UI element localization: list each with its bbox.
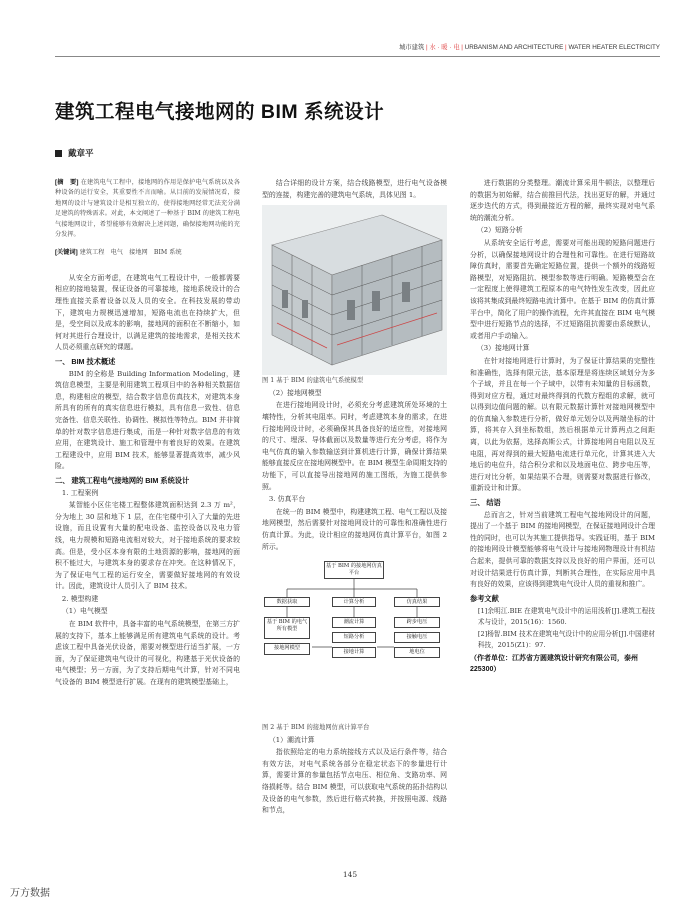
subheading-simulation-platform: 3. 仿真平台 xyxy=(268,495,306,504)
step-voltage-box: 跨步电压 xyxy=(394,617,440,628)
grounding-calc-paragraph: 在针对接地网进行计算时，为了保证计算结果的完整性和准确性，选择有限元法，基本原理是将连续区域划分为多个子域，并且在每一个子域中，以带有未知量的目标函数，得到对应方程，通过对最终得到的代数方程组的求解，就可以得到边值问题的解。以有限元数据计算针对接地网模型中的仿真输入参数进行分析，做好单元划分以及两端坐标的计算，将其存入到坐标数组，然后根据单元计算两点之间距离，以此为依据，选择高斯公式，计算接地网自电阻以及互电阻，再对得到的最大短路电流进行单元化，计算其进入大地后的电位升，结合积分求和以及地面电位、跨步电压等，进行对比分析，如果结果不合理，则需要对数据进行修改，重新设计和计算。 xyxy=(470,356,655,493)
calc-analysis-box: 计算分析 xyxy=(332,597,376,607)
header-part1: 城市建筑 xyxy=(399,44,425,51)
page-number: 145 xyxy=(342,870,358,879)
author-name: 戴章平 xyxy=(68,148,94,158)
abstract xyxy=(55,178,240,240)
simulation-platform-paragraph: 在统一的 BIM 模型中，构建建筑工程、电气工程以及接地网模型，然后需要针对接地网设计的可靠性和准确性进行仿真计算。为此，设计相应的接地网仿真计算平台，如图 2 所示。 xyxy=(262,507,447,551)
figure-1-building-model xyxy=(262,205,447,375)
section-heading-1: 一、 BIM 技术概述 xyxy=(55,357,116,366)
subheading-electric-model: （1）电气模型 xyxy=(61,607,108,616)
keywords-text: 建筑工程 电气 接地网 BIM 系统 xyxy=(77,249,182,257)
author-affiliation: （作者单位：江苏省方圆建筑设计研究有限公司，泰州 225300） xyxy=(470,655,638,674)
bullet-square-icon xyxy=(55,150,62,157)
ground-potential-box: 地电位 xyxy=(394,647,440,658)
section-heading-2: 二、 建筑工程电气接地网的 BIM 系统设计 xyxy=(55,475,190,485)
data-acquisition-box: 数据获取 xyxy=(264,597,310,607)
column-1 xyxy=(55,178,240,690)
short-circuit-box: 短路分析 xyxy=(332,632,376,643)
flow-calc-box: 潮流计算 xyxy=(332,617,376,628)
column-3 xyxy=(470,178,655,675)
keywords xyxy=(55,248,240,258)
reference-2: [2]杨智.BIM 技术在建筑电气设计中的应用分析[J].中国建材科技，2015(Z1)：97. xyxy=(477,630,655,650)
article-title: 建筑工程电气接地网的 BIM 系统设计 xyxy=(55,101,385,123)
grounding-model-paragraph: 在进行接地网设计时，必须充分考虑建筑所处环境的土壤特性，分析其电阻率。同时，考虑建筑本身的需求，在进行接地网设计时，必须确保其具备良好的适应性，对接地网的尺寸、埋深、导体截面以及数量等进行充分考虑，将作为电气仿真的输入参数输送到计算机进行计算，确保计算结果能够直接反应在接地网模型中。在 BIM 模型生命周期支持的功能下，可以直接导出接地网的施工图纸，为施工提供参照。 xyxy=(262,401,447,491)
keywords-label: [关键词] xyxy=(55,249,78,257)
subheading-grounding-model: （2）接地网模型 xyxy=(268,388,322,397)
figure-2-caption: 图 2 基于 BIM 的接地网仿真计算平台 xyxy=(262,724,370,732)
header-sep3: | xyxy=(563,44,569,51)
section-heading-3: 三、 结语 xyxy=(470,498,501,508)
intro-paragraph: 从安全方面考虑，在建筑电气工程设计中，一般都需要相应的接地装置，保证设备的可靠接地，接地系统设计的合理性直接关系着设备以及人员的安全。在科技发展的带动下，建筑电力规模迅速增加，短路电流也在持续扩大，但是，受空间以及成本的影响，接地网的面积在不断缩小，如何对其进行合理设计，以满足建筑的接地需求，是相关技术人员必须重点研究的课题。 xyxy=(55,273,240,352)
header-part2: 水 · 暖 · 电 xyxy=(429,44,460,51)
electric-model-paragraph: 在 BIM 软件中，具备丰富的电气系统模型，在第三方扩展的支持下，基本上能够满足所有建筑电气系统的设计。考虑该工程中具备光伏设备，需要对模型进行适当扩展，一方面，为了保证建筑电气设计的可视化，构建基于光伏设备的电气模型；另一方面，为了支持后期电气计算，针对不同电气设备的 BIM 模型进行扩展。在现有的建筑模型基础上， xyxy=(55,620,240,687)
subheading-flow-calc: （1）潮流计算 xyxy=(268,735,315,744)
header-divider xyxy=(55,56,660,57)
grounding-model-box: 接地网模型 xyxy=(264,643,310,655)
abstract-text: 在建筑电气工程中，接地网的作用是保护电气系统以及各种设备的运行安全，其重要性不言而喻。从目前的发展情况看，接地网的设计与建筑设计是相互独立的，使得接地网经常无法充分满足建筑的特殊需求。对此，本文阐述了一种基于 BIM 的建筑工程电气接地网设计，希望能够有效解决上述问题，确保接地网功能的充分发挥。 xyxy=(55,179,240,239)
figure-1-caption: 图 1 基于 BIM 的建筑电气系统模型 xyxy=(262,377,364,385)
header-sep1: | xyxy=(424,44,430,51)
abstract-label: [摘 要] xyxy=(55,179,79,186)
subheading-model: 2. 模型构建 xyxy=(61,594,99,603)
sim-result-box: 仿真结果 xyxy=(394,597,440,607)
grounding-calc-box: 接地计算 xyxy=(332,647,376,658)
header-sep2: | xyxy=(459,44,465,51)
conclusion-paragraph: 总而言之，针对当前建筑工程电气接地网设计的问题，提出了一个基于 BIM 的接地网模型，在保证接地网设计合理性的同时，也可以为其施工提供指导。实践证明，基于 BIM 的接地网设计模型能够将电气设计与接地网物理设计有机结合起来，提供可靠的数据支持以及良好的用户界面，还可以对设计结果进行仿真计算，判断其合理性，在实际应用中具有良好的效果，应该得到建筑电气设计人员的重视和推广。 xyxy=(470,510,655,589)
model-continuation: 结合详细的设计方案，结合线路模型，进行电气设备模型的连接，构建完善的建筑电气系统，具体见图 1。 xyxy=(262,179,447,199)
reference-1: [1]余明江.BIE 在建筑电气设计中的运用浅析[J].建筑工程技术与设计，2015(16)：1560. xyxy=(477,607,655,627)
flow-calc-continuation: 进行数据的分类整理。潮流计算采用牛顿法，以整理后的数据为初始解，结合前推回代法，找出更好的解，并通过逐步迭代的方式，得到最接近方程的解，最终实现对电气系统的潮流分析。 xyxy=(470,179,655,222)
subheading-case: 1. 工程案例 xyxy=(61,488,99,497)
bim-paragraph: BIM 的全称是 Building Information Modeling，建筑信息模型，主要是利用建筑工程项目中的各种相关数据信息，构建相应的模型，结合数字信息仿真技术，对建筑本身所具有的所有的真实信息进行模拟，具有信息一致性、信息完备性、信息关联性、协调性、模拟性等特点。BIM 并非简单的针对数字信息进行集成，而是一种针对数字信息的有效应用，在建筑设计、施工和管理中有着良好的效果。在建筑工程建设中，应用 BIM 技术，能够显著提高效率，减少风险。 xyxy=(55,369,240,471)
flow-calc-paragraph: 指依照给定的电力系统接线方式以及运行条件等，结合有效方法，对电气系统各部分在稳定状态下的参量进行计算，需要计算的参量包括节点电压、相位角、支路功率、网络损耗等。结合 BIM 模型，可以获取电气系统的拓扑结构以及设备的电气参数，然后进行格式转换，并按照电源、线路和节点， xyxy=(262,748,447,815)
subheading-short-circuit: （2）短路分析 xyxy=(476,226,523,235)
figure-2-platform-diagram xyxy=(262,557,447,722)
subheading-grounding-calc: （3）接地网计算 xyxy=(476,344,530,353)
journal-header xyxy=(350,42,660,51)
building-model-illustration xyxy=(262,205,447,375)
references-title: 参考文献 xyxy=(470,593,499,603)
short-circuit-paragraph: 从系统安全运行考虑，需要对可能出现的短路问题进行分析，以确保接地网设计的合理性和可靠性。在进行短路故障仿真时，需要首先确定短路位置，提供一个额外的线路短路模型，对短路阻抗、模型参数等进行明确。短路模型会在一定程度上使得建筑工程原本的电气特性发生改变，因此应该将其集成到最终短路电流计算中。在基于 BIM 的仿真计算平台中，简化了用户的操作流程，允许其直接在 BIM 电气模型中进行短路节点的选择，不过短路阻抗需要由系统默认，或者用户手动输入。 xyxy=(470,238,655,340)
database-watermark: 万方数据 xyxy=(10,888,50,899)
header-part4: WATER HEATER ELECTRICITY xyxy=(568,44,660,51)
electric-model-box: 基于 BIM 的电气所有模型 xyxy=(264,617,310,639)
header-part3: URBANISM AND ARCHITECTURE xyxy=(464,44,564,51)
column-2 xyxy=(262,178,447,818)
touch-voltage-box: 接触电压 xyxy=(394,632,440,643)
case-paragraph: 某智能小区住宅楼工程整体建筑面积达到 2.3 万 m²，分为地上 30 层和地下 1 层，在住宅楼中引入了大量的先进设施，而且设置有大量的配电设备、监控设备以及电力管线，电力规模和短路电流相对较大，对于接地系统的要求较高。但是，受小区本身有限的土地资源的影响，接地网的面积不能过大，与建筑本身的要求存在冲突。在这种情况下，为了保证电气工程的运行安全，需要做好接地网的有效设计。因此，建筑设计人员引入了 BIM 技术。 xyxy=(55,501,240,591)
platform-top-box: 基于 BIM 的接地网仿真平台 xyxy=(324,561,384,579)
author-line xyxy=(55,147,94,159)
